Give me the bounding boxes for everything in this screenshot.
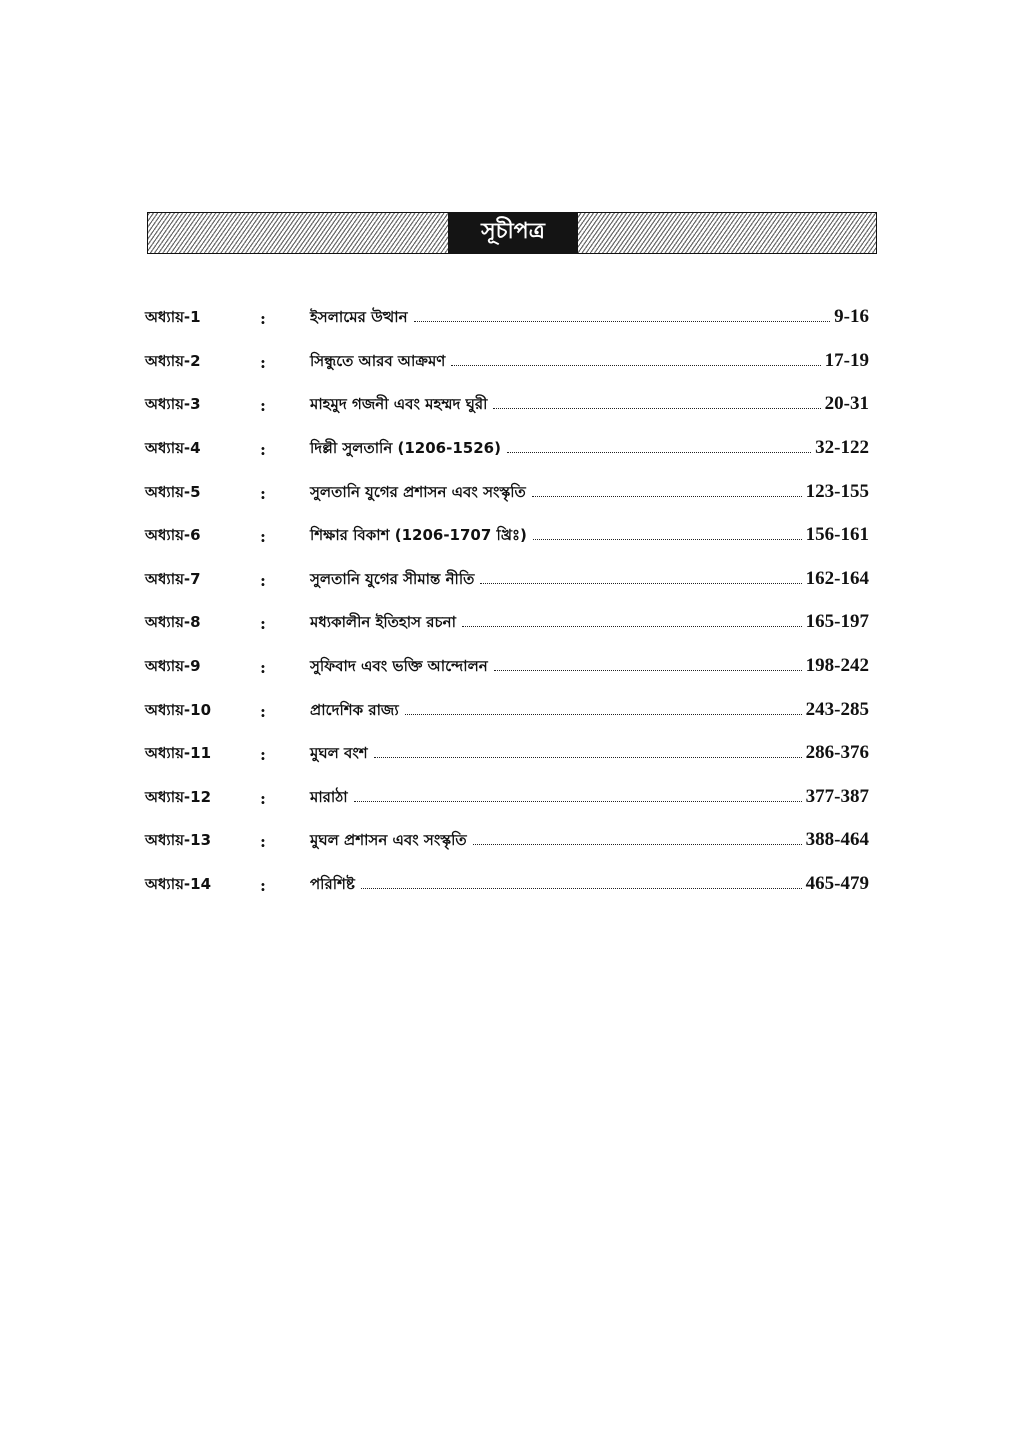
chapter-label: অধ্যায়-4 bbox=[145, 439, 201, 458]
page-range: 198-242 bbox=[805, 655, 869, 677]
toc-row bbox=[145, 689, 869, 733]
page-range: 377-387 bbox=[805, 785, 869, 807]
toc-row bbox=[145, 602, 869, 646]
toc-entry-line bbox=[310, 306, 869, 331]
toc-entry-line bbox=[310, 437, 869, 462]
toc-row bbox=[145, 515, 869, 559]
chapter-label: অধ্যায়-9 bbox=[145, 657, 201, 676]
chapter-label: অধ্যায়-1 bbox=[145, 308, 201, 327]
separator-colon: : bbox=[260, 483, 266, 503]
chapter-title: সুলতানি যুগের প্রশাসন এবং সংস্কৃতি bbox=[310, 482, 526, 501]
toc-entry-line bbox=[310, 829, 869, 854]
page-range: 243-285 bbox=[805, 698, 869, 720]
page-range: 20-31 bbox=[824, 393, 869, 415]
dot-leader bbox=[494, 670, 802, 671]
separator-colon: : bbox=[260, 352, 266, 372]
dot-leader bbox=[462, 626, 802, 627]
chapter-title: মুঘল প্রশাসন এবং সংস্কৃতি bbox=[310, 831, 467, 850]
dot-leader bbox=[361, 888, 802, 889]
page-range: 32-122 bbox=[815, 437, 869, 459]
toc-row bbox=[145, 341, 869, 385]
toc-entry-line bbox=[310, 873, 869, 898]
chapter-title: প্রাদেশিক রাজ্য bbox=[310, 700, 399, 719]
page-range: 388-464 bbox=[805, 829, 869, 851]
chapter-title: পরিশিষ্ট bbox=[310, 875, 355, 894]
separator-colon: : bbox=[260, 745, 266, 765]
page-range: 17-19 bbox=[824, 349, 869, 371]
separator-colon: : bbox=[260, 658, 266, 678]
chapter-title: সুফিবাদ এবং ভক্তি আন্দোলন bbox=[310, 657, 488, 676]
separator-colon: : bbox=[260, 396, 266, 416]
toc-entry-line bbox=[310, 481, 869, 506]
toc-entry-line bbox=[310, 742, 869, 767]
page-range: 156-161 bbox=[805, 524, 869, 546]
toc-row bbox=[145, 820, 869, 864]
toc-entry-line bbox=[310, 699, 869, 724]
toc-row bbox=[145, 297, 869, 341]
separator-colon: : bbox=[260, 527, 266, 547]
separator-colon: : bbox=[260, 701, 266, 721]
chapter-title: মাহমুদ গজনী এবং মহম্মদ ঘুরী bbox=[310, 395, 488, 414]
chapter-title: মুঘল বংশ bbox=[310, 744, 368, 763]
dot-leader bbox=[480, 583, 801, 584]
chapter-label: অধ্যায়-3 bbox=[145, 395, 201, 414]
chapter-label: অধ্যায়-13 bbox=[145, 831, 212, 850]
chapter-title: মারাঠা bbox=[310, 787, 348, 806]
toc-header-banner bbox=[147, 212, 877, 254]
dot-leader bbox=[374, 757, 802, 758]
dot-leader bbox=[533, 539, 802, 540]
toc-entry-line bbox=[310, 786, 869, 811]
chapter-label: অধ্যায়-5 bbox=[145, 482, 201, 501]
chapter-label: অধ্যায়-7 bbox=[145, 569, 201, 588]
toc-row bbox=[145, 646, 869, 690]
page-range: 465-479 bbox=[805, 873, 869, 895]
toc-entry-line bbox=[310, 524, 869, 549]
page-range: 123-155 bbox=[805, 480, 869, 502]
dot-leader bbox=[473, 844, 802, 845]
dot-leader bbox=[405, 714, 802, 715]
toc-entry-line bbox=[310, 393, 869, 418]
dot-leader bbox=[507, 452, 811, 453]
chapter-label: অধ্যায়-6 bbox=[145, 526, 201, 545]
separator-colon: : bbox=[260, 309, 266, 329]
page-title: সূচীপত্র bbox=[481, 219, 545, 244]
toc-row bbox=[145, 471, 869, 515]
page-range: 286-376 bbox=[805, 742, 869, 764]
chapter-title: শিক্ষার বিকাশ (1206-1707 খ্রিঃ) bbox=[310, 526, 527, 545]
chapter-label: অধ্যায়-8 bbox=[145, 613, 201, 632]
dot-leader bbox=[354, 801, 802, 802]
page-range: 9-16 bbox=[834, 306, 869, 328]
chapter-title: ইসলামের উত্থান bbox=[310, 308, 408, 327]
toc-entry-line bbox=[310, 350, 869, 375]
toc-row bbox=[145, 384, 869, 428]
separator-colon: : bbox=[260, 832, 266, 852]
chapter-title: দিল্লী সুলতানি (1206-1526) bbox=[310, 439, 501, 458]
toc-row bbox=[145, 733, 869, 777]
dot-leader bbox=[451, 365, 820, 366]
separator-colon: : bbox=[260, 440, 266, 460]
page-range: 162-164 bbox=[805, 567, 869, 589]
chapter-label: অধ্যায়-2 bbox=[145, 351, 201, 370]
toc-entry-line bbox=[310, 568, 869, 593]
separator-colon: : bbox=[260, 788, 266, 808]
toc-header-title-box bbox=[448, 212, 578, 254]
toc-entry-line bbox=[310, 655, 869, 680]
chapter-label: অধ্যায়-10 bbox=[145, 700, 212, 719]
chapter-label: অধ্যায়-11 bbox=[145, 744, 212, 763]
separator-colon: : bbox=[260, 876, 266, 896]
chapter-title: সুলতানি যুগের সীমান্ত নীতি bbox=[310, 569, 475, 588]
dot-leader bbox=[532, 496, 802, 497]
table-of-contents bbox=[145, 297, 869, 907]
chapter-label: অধ্যায়-12 bbox=[145, 787, 212, 806]
separator-colon: : bbox=[260, 614, 266, 634]
separator-colon: : bbox=[260, 570, 266, 590]
toc-row bbox=[145, 428, 869, 472]
dot-leader bbox=[414, 321, 831, 322]
chapter-label: অধ্যায়-14 bbox=[145, 875, 212, 894]
toc-row bbox=[145, 864, 869, 908]
dot-leader bbox=[493, 408, 820, 409]
chapter-title: সিন্ধুতে আরব আক্রমণ bbox=[310, 351, 446, 370]
toc-row bbox=[145, 559, 869, 603]
toc-entry-line bbox=[310, 611, 869, 636]
toc-row bbox=[145, 777, 869, 821]
chapter-title: মধ্যকালীন ইতিহাস রচনা bbox=[310, 613, 456, 632]
page-range: 165-197 bbox=[805, 611, 869, 633]
